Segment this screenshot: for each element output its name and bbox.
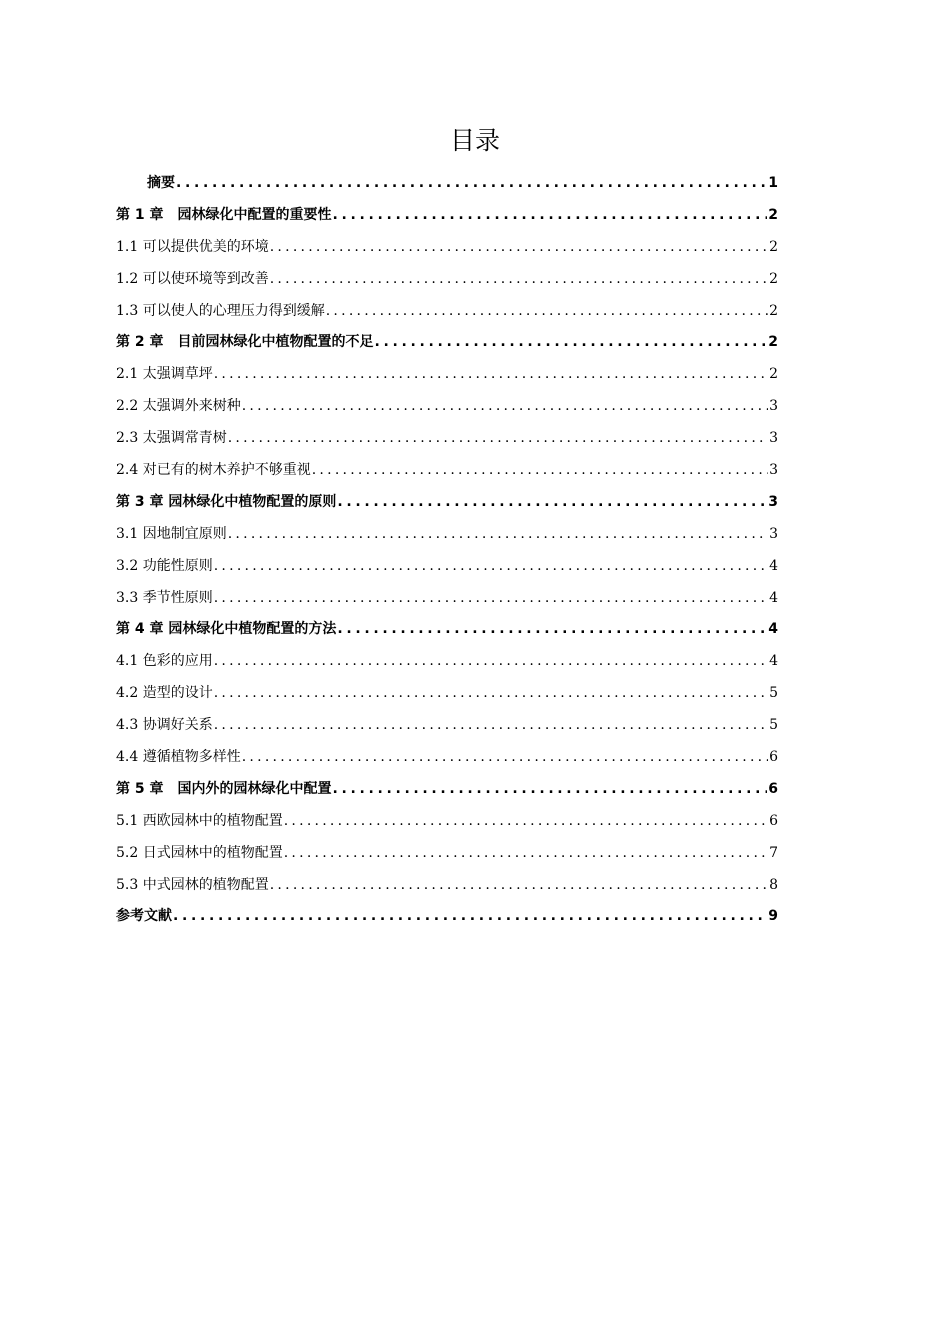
toc-section-entry[interactable] (116, 551, 778, 583)
toc-chapter-entry[interactable] (116, 487, 778, 519)
toc-entry-label: 第 5 章 国内外的园林绿化中配置 (116, 780, 332, 797)
toc-page-number: 8 (769, 876, 778, 893)
toc-page-number: 2 (769, 302, 778, 319)
toc-dot-leader (312, 455, 768, 487)
toc-page-number: 2 (768, 206, 778, 223)
toc-entry-label: 4.4 遵循植物多样性 (116, 749, 241, 766)
toc-chapter-entry[interactable] (116, 327, 778, 359)
toc-section-entry[interactable] (116, 806, 778, 838)
toc-page-number: 6 (769, 812, 778, 829)
toc-dot-leader (375, 327, 768, 359)
toc-entry-label: 2.4 对已有的树木养护不够重视 (116, 462, 311, 479)
toc-section-entry[interactable] (116, 519, 778, 551)
toc-page-number: 3 (769, 430, 778, 447)
toc-page-number: 4 (769, 589, 778, 606)
toc-entry-label: 1.2 可以使环境等到改善 (116, 270, 269, 287)
toc-dot-leader (214, 646, 768, 678)
toc-dot-leader (284, 806, 768, 838)
toc-page-number: 2 (769, 238, 778, 255)
toc-dot-leader (284, 838, 768, 870)
toc-dot-leader (326, 296, 768, 328)
toc-page-number: 2 (769, 270, 778, 287)
toc-chapter-entry[interactable] (116, 774, 778, 806)
toc-section-entry[interactable] (116, 710, 778, 742)
toc-entry-label: 第 1 章 园林绿化中配置的重要性 (116, 206, 332, 223)
toc-dot-leader (337, 614, 767, 646)
toc-page-number: 5 (769, 717, 778, 734)
toc-page-number: 3 (768, 493, 778, 510)
toc-entry-label: 4.1 色彩的应用 (116, 653, 213, 670)
toc-page-number: 6 (768, 780, 778, 797)
toc-entry-label: 5.1 西欧园林中的植物配置 (116, 812, 283, 829)
toc-entry-label: 4.2 造型的设计 (116, 685, 213, 702)
toc-dot-leader (242, 742, 768, 774)
toc-section-entry[interactable] (116, 296, 778, 328)
toc-dot-leader (270, 232, 768, 264)
toc-section-entry[interactable] (116, 264, 778, 296)
toc-dot-leader (214, 710, 768, 742)
toc-dot-leader (228, 519, 768, 551)
table-of-contents (116, 168, 778, 933)
toc-section-entry[interactable] (116, 742, 778, 774)
toc-entry-label: 3.2 功能性原则 (116, 557, 213, 574)
toc-dot-leader (333, 774, 768, 806)
toc-dot-leader (214, 551, 768, 583)
toc-section-entry[interactable] (116, 391, 778, 423)
toc-dot-leader (270, 870, 768, 902)
toc-section-entry[interactable] (116, 583, 778, 615)
toc-entry-label: 第 4 章 园林绿化中植物配置的方法 (116, 621, 337, 638)
toc-dot-leader (214, 678, 768, 710)
toc-entry-label: 1.1 可以提供优美的环境 (116, 238, 269, 255)
toc-page-number: 3 (769, 398, 778, 415)
toc-section-entry[interactable] (116, 646, 778, 678)
toc-page-number: 2 (769, 366, 778, 383)
toc-dot-leader (242, 391, 768, 423)
toc-entry-label: 1.3 可以使人的心理压力得到缓解 (116, 302, 325, 319)
toc-page-number: 6 (769, 749, 778, 766)
toc-chapter-entry[interactable] (116, 614, 778, 646)
toc-chapter-entry[interactable] (116, 200, 778, 232)
toc-page-number: 2 (768, 334, 778, 351)
toc-section-entry[interactable] (116, 870, 778, 902)
toc-entry-label: 2.2 太强调外来树种 (116, 398, 241, 415)
toc-page-number: 3 (769, 462, 778, 479)
toc-page-number: 7 (769, 844, 778, 861)
toc-section-entry[interactable] (116, 455, 778, 487)
toc-dot-leader (270, 264, 768, 296)
toc-entry-label: 2.1 太强调草坪 (116, 366, 213, 383)
toc-entry-label: 2.3 太强调常青树 (116, 430, 227, 447)
toc-page-number: 4 (769, 557, 778, 574)
toc-entry-label: 摘要 (147, 175, 175, 191)
toc-section-entry[interactable] (116, 838, 778, 870)
toc-section-entry[interactable] (116, 423, 778, 455)
toc-dot-leader (214, 359, 768, 391)
toc-dot-leader (337, 487, 767, 519)
toc-dot-leader (176, 168, 767, 200)
toc-page-number: 9 (768, 908, 778, 925)
toc-entry-label: 第 2 章 目前园林绿化中植物配置的不足 (116, 334, 374, 351)
toc-entry-label: 参考文献 (116, 908, 172, 925)
toc-entry-label: 第 3 章 园林绿化中植物配置的原则 (116, 493, 337, 510)
toc-entry-label: 4.3 协调好关系 (116, 717, 213, 734)
toc-chapter-entry[interactable] (116, 901, 778, 933)
toc-section-entry[interactable] (116, 232, 778, 264)
toc-dot-leader (333, 200, 768, 232)
toc-dot-leader (228, 423, 768, 455)
toc-page-number: 5 (769, 685, 778, 702)
toc-section-entry[interactable] (116, 678, 778, 710)
toc-page-number: 4 (768, 621, 778, 638)
toc-entry-label: 5.3 中式园林的植物配置 (116, 876, 269, 893)
toc-section-entry[interactable] (116, 359, 778, 391)
toc-dot-leader (173, 901, 767, 933)
toc-entry-label: 3.3 季节性原则 (116, 589, 213, 606)
toc-page-number: 4 (769, 653, 778, 670)
toc-page-number: 1 (768, 175, 778, 191)
toc-chapter-entry[interactable] (116, 168, 778, 200)
toc-dot-leader (214, 583, 768, 615)
toc-entry-label: 5.2 日式园林中的植物配置 (116, 844, 283, 861)
toc-entry-label: 3.1 因地制宜原则 (116, 525, 227, 542)
toc-title: 目录 (449, 126, 500, 155)
toc-page-number: 3 (769, 525, 778, 542)
